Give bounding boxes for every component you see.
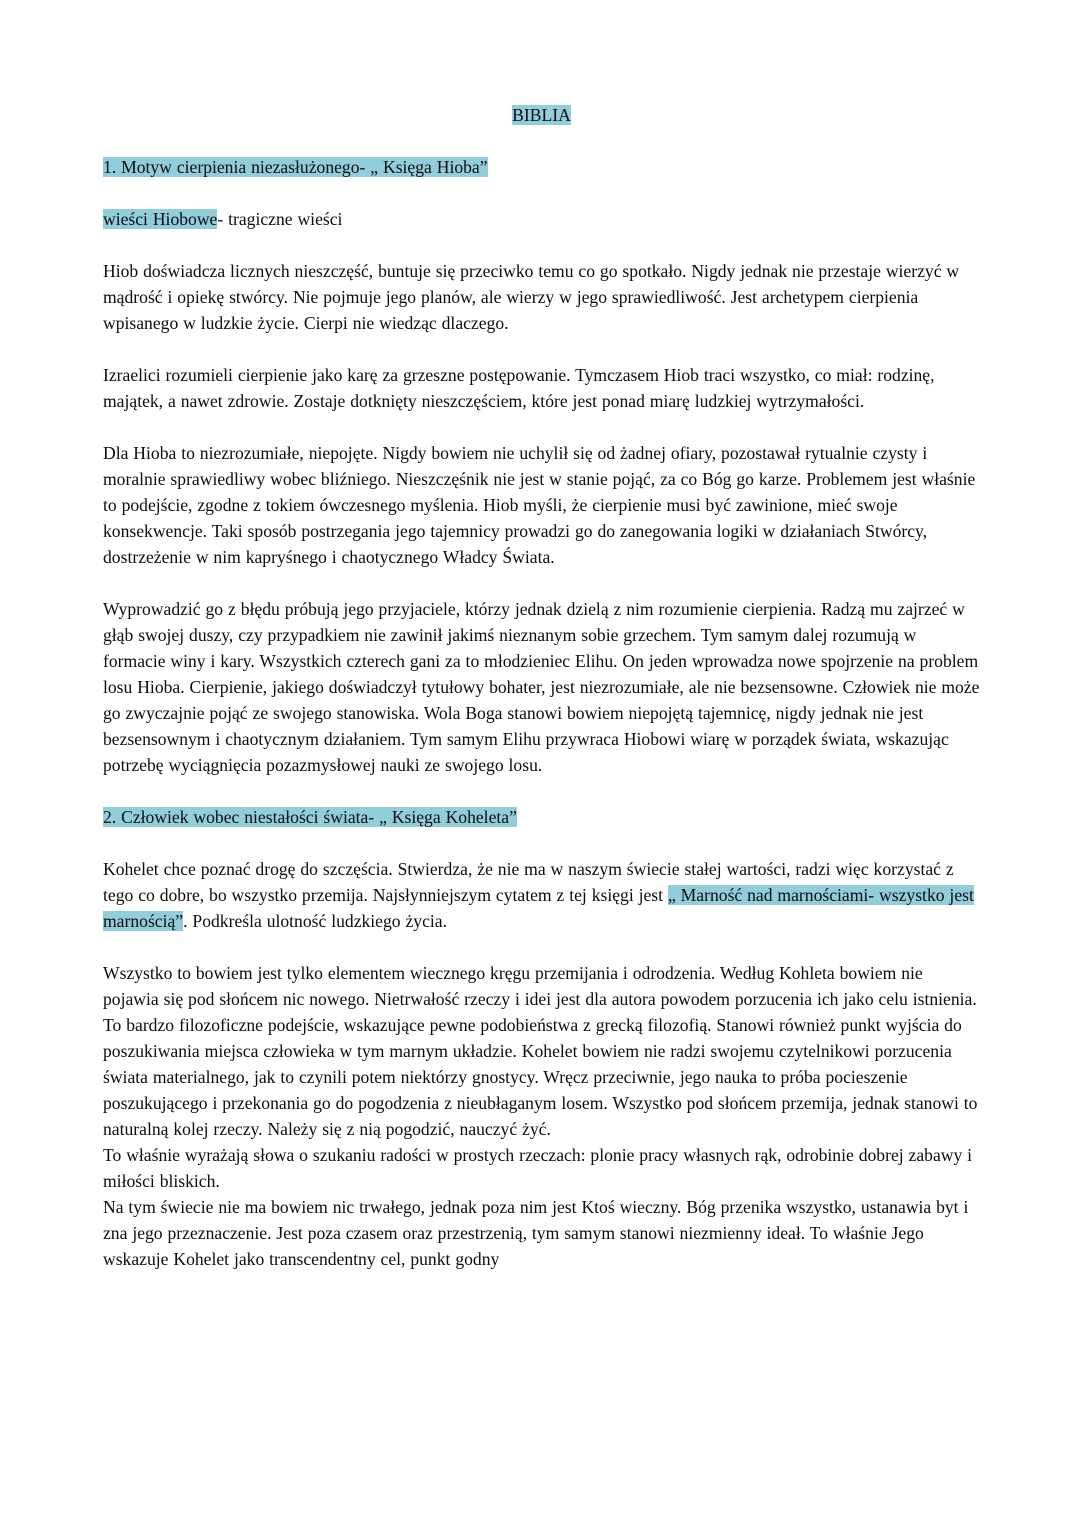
section1-paragraph-2: Izraelici rozumieli cierpienie jako karę za grzeszne postępowanie. Tymczasem Hiob traci wszystko, co miał: rodzinę, majątek, a nawet zdrowie. Zostaje dotknięty nieszczęściem, które jest ponad miarę ludzkiej wytrzymałości.	[103, 365, 935, 411]
section2-paragraph-2: Wszystko to bowiem jest tylko elementem wiecznego kręgu przemijania i odrodzenia. Według Kohleta bowiem nie pojawia się pod słońcem nic nowego. Nietrwałość rzeczy i idei jest dla autora powodem porzucenia ich jako celu istnienia. To bardzo filozoficzne podejście, wskazujące pewne podobieństwa z grecką filozofią. Stanowi również punkt wyjścia do poszukiwania miejsca człowieka w tym marnym układzie. Kohelet bowiem nie radzi swojemu czytelnikowi porzucenia świata materialnego, jak to czynili potem niektórzy gnostycy. Wręcz przeciwnie, jego nauka to próba pocieszenie poszukującego i przekonania go do pogodzenia z nieubłaganym losem. Wszystko pod słońcem przemija, jednak stanowi to naturalną kolej rzeczy. Należy się z nią pogodzić, nauczyć żyć.	[103, 963, 978, 1139]
section2-heading-text: 2. Człowiek wobec niestałości świata- „ Księga Koheleta”	[103, 807, 517, 827]
section2-heading	[103, 804, 980, 830]
section1-paragraph-1: Hiob doświadcza licznych nieszczęść, buntuje się przeciwko temu co go spotkało. Nigdy jednak nie przestaje wierzyć w mądrość i opiekę stwórcy. Nie pojmuje jego planów, ale wierzy w jego sprawiedliwość. Jest archetypem cierpienia wpisanego w ludzkie życie. Cierpi nie wiedząc dlaczego.	[103, 261, 960, 333]
section1-term-definition: - tragiczne wieści	[217, 209, 343, 229]
document-title	[103, 102, 980, 128]
section1-paragraph-4: Wyprowadzić go z błędu próbują jego przyjaciele, którzy jednak dzielą z nim rozumienie cierpienia. Radzą mu zajrzeć w głąb swojej duszy, czy przypadkiem nie zawinił jakimś nieznanym sobie grzechem. Tym samym dalej rozumują w formacie winy i kary. Wszystkich czterech gani za to młodzieniec Elihu. On jeden wprowadza nowe spojrzenie na problem losu Hioba. Cierpienie, jakiego doświadczył tytułowy bohater, jest niezrozumiałe, ale nie bezsensowne. Człowiek nie może go zwyczajnie pojąć ze swojego stanowiska. Wola Boga stanowi bowiem niepojętą tajemnicę, nigdy jednak nie jest bezsensownym i chaotycznym działaniem. Tym samym Elihu przywraca Hiobowi wiarę w porządek świata, wskazując potrzebę wyciągnięcia pozazmysłowej nauki ze swojego losu.	[103, 599, 980, 775]
section1-paragraph-3: Dla Hioba to niezrozumiałe, niepojęte. Nigdy bowiem nie uchylił się od żadnej ofiary, pozostawał rytualnie czysty i moralnie sprawiedliwy wobec bliźniego. Nieszczęśnik nie jest w stanie pojąć, za co Bóg go karze. Problemem jest właśnie to podejście, zgodne z tokiem ówczesnego myślenia. Hiob myśli, że cierpienie musi być zawinione, mieć swoje konsekwencje. Taki sposób postrzegania jego tajemnicy prowadzi go do zanegowania logiki w działaniach Stwórcy, dostrzeżenie w nim kapryśnego i chaotycznego Władcy Świata.	[103, 443, 976, 567]
section2-paragraph-1-lead: Kohelet chce poznać drogę do szczęścia. Stwierdza, że nie ma w naszym świecie stałej wartości, radzi więc korzystać z tego co dobre, bo wszystko przemija. Najsłynniejszym cytatem z tej księgi jest	[103, 859, 954, 905]
section1-heading-text: 1. Motyw cierpienia niezasłużonego- „ Księga Hioba”	[103, 157, 488, 177]
section2-paragraph-4: Na tym świecie nie ma bowiem nic trwałego, jednak poza nim jest Ktoś wieczny. Bóg przenika wszystko, ustanawia byt i zna jego przeznaczenie. Jest poza czasem oraz przestrzenią, tym samym stanowi niezmienny ideał. To właśnie Jego wskazuje Kohelet jako transcendentny cel, punkt godny	[103, 1197, 969, 1269]
section2-paragraph-1	[103, 856, 980, 934]
section1-term-highlight: wieści Hiobowe	[103, 209, 218, 229]
section2-paragraph-3: To właśnie wyrażają słowa o szukaniu radości w prostych rzeczach: plonie pracy własnych rąk, odrobinie dobrej zabawy i miłości bliskich.	[103, 1145, 973, 1191]
document-title-text: BIBLIA	[512, 105, 571, 125]
section1-heading	[103, 154, 980, 180]
section1-term-line	[103, 206, 980, 232]
section2-paragraph-1-tail: . Podkreśla ulotność ludzkiego życia.	[183, 911, 447, 931]
section2-quote-highlight: „ Marność nad marnościami- wszystko jest marnością”	[103, 885, 974, 931]
